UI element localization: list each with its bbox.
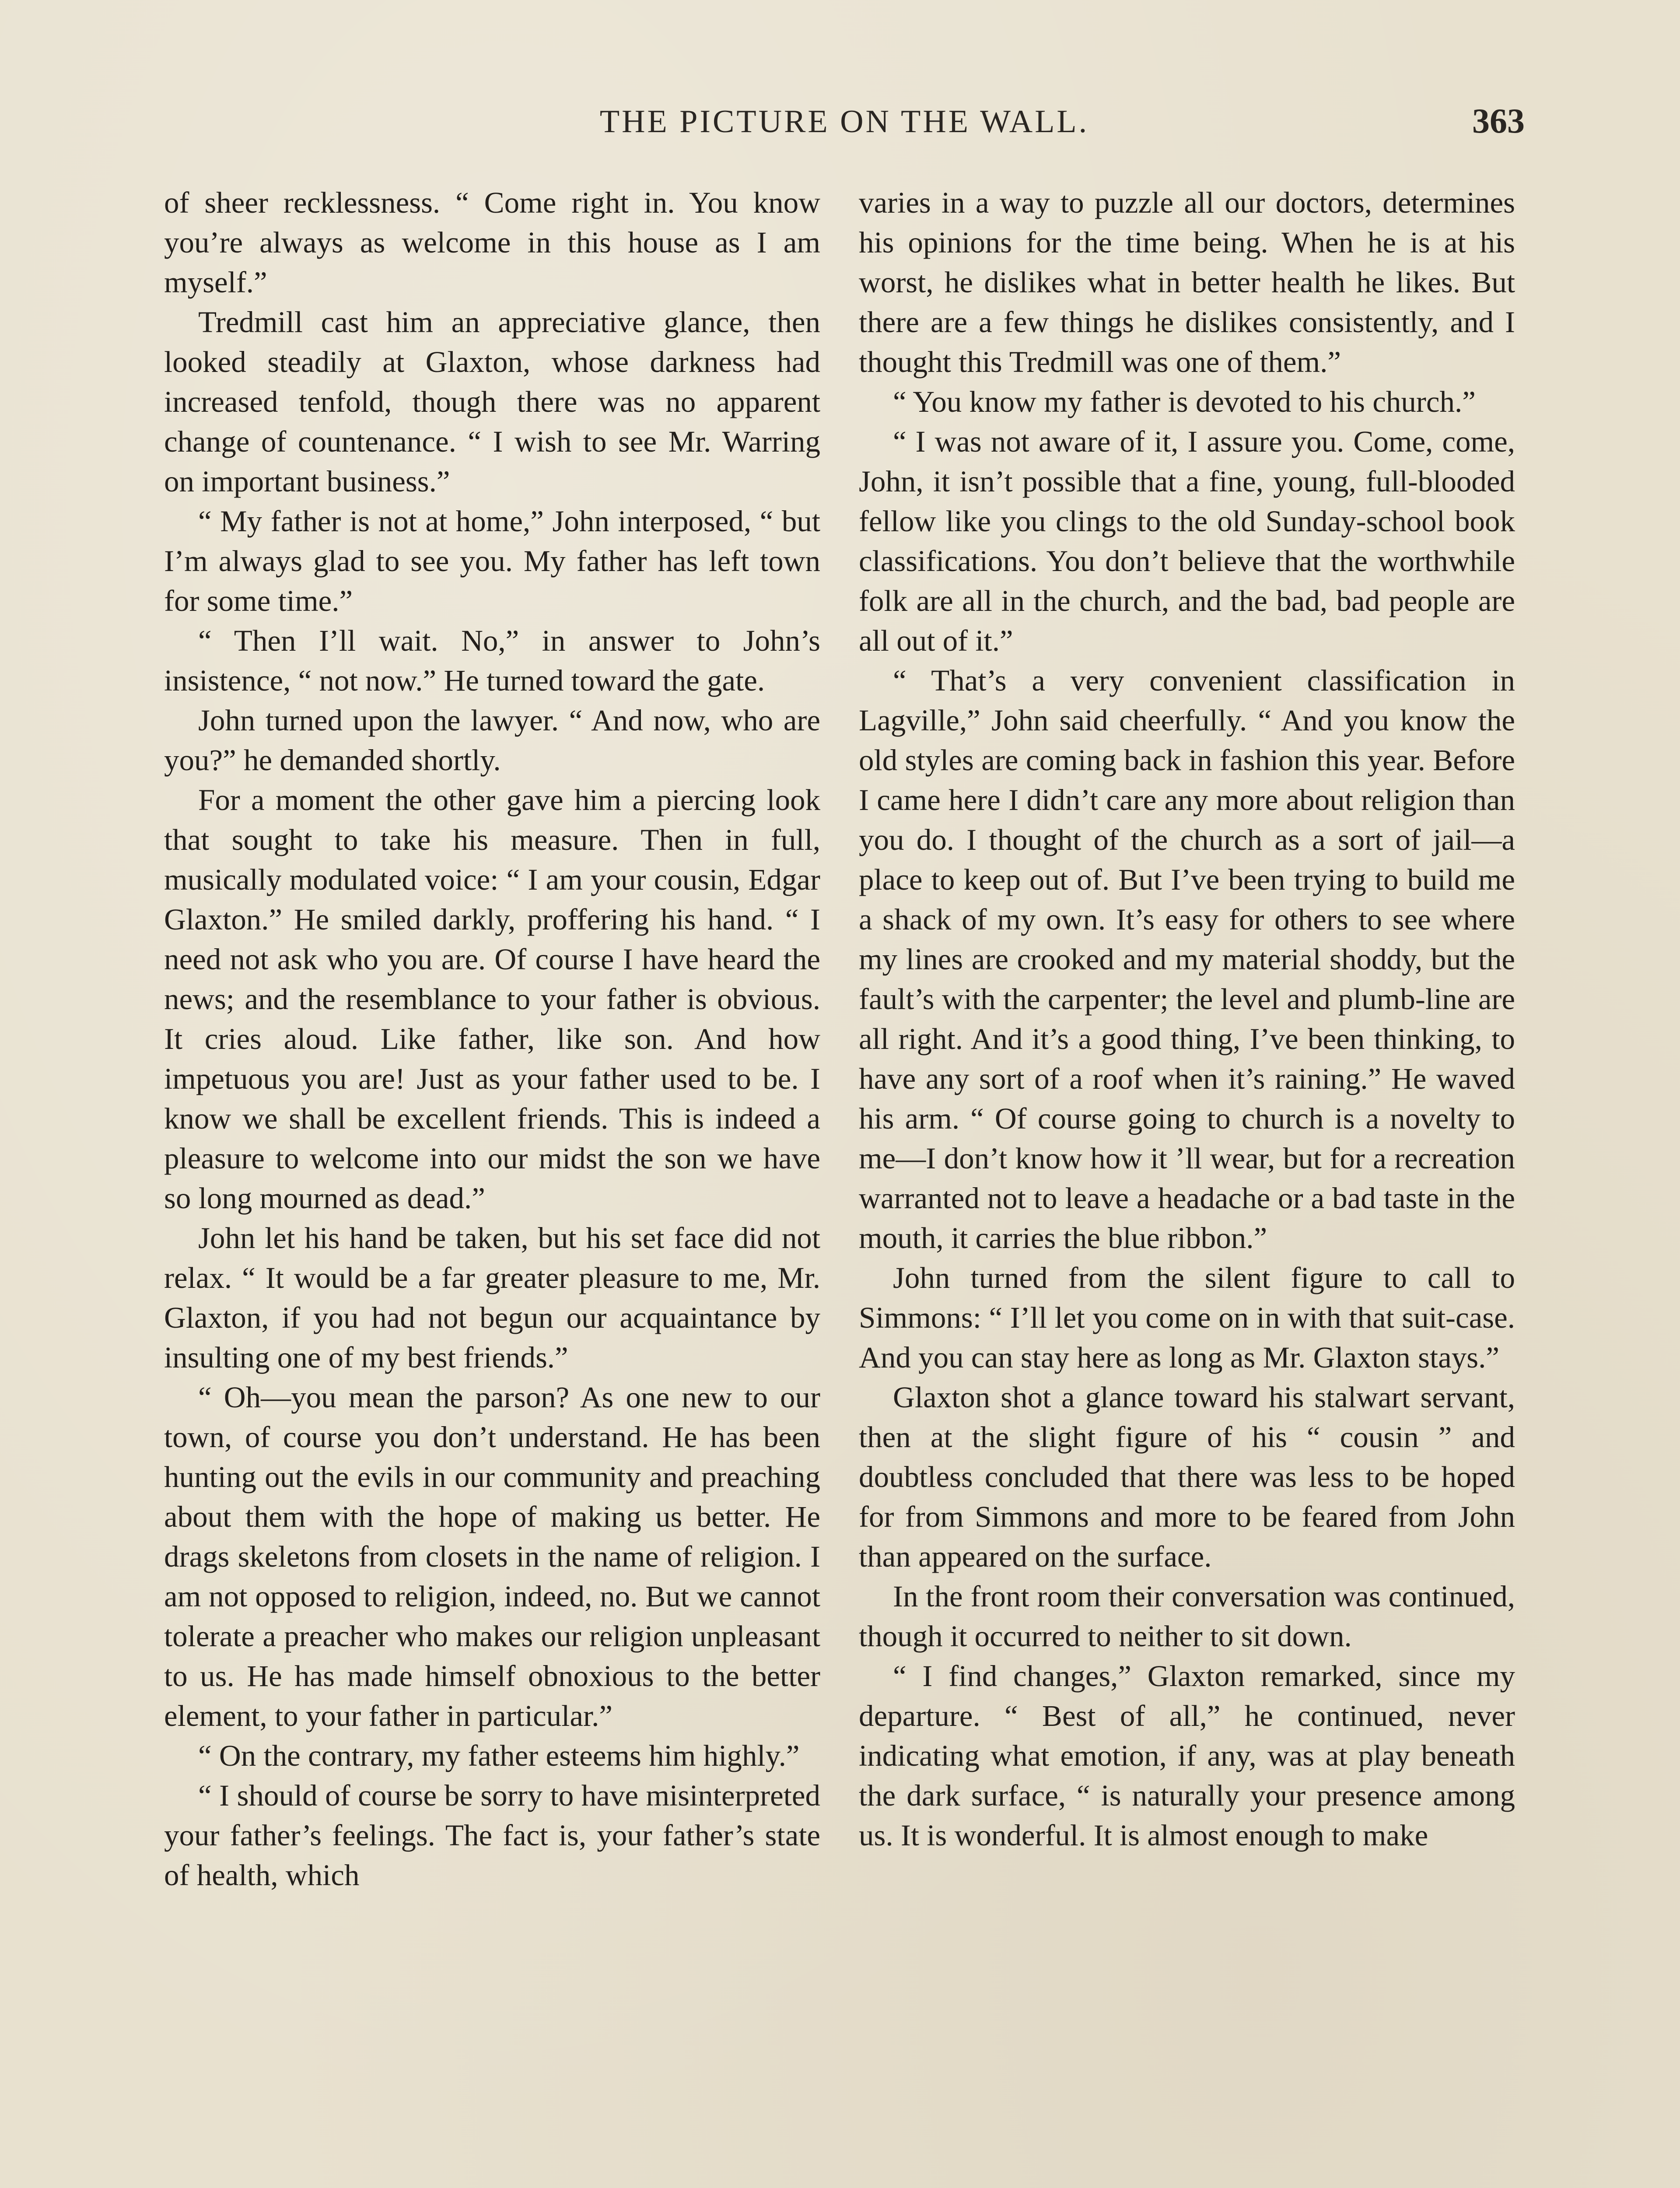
paragraph: “ I should of course be sorry to have misinterpreted your father’s feelings. The fact is, your father’s state of health, which (164, 1779, 820, 1892)
paragraph: In the front room their conversation was continued, though it occurred to neither to sit down. (859, 1580, 1515, 1653)
paragraph: “ My father is not at home,” John interposed, “ but I’m always glad to see you. My father has left town for some time.” (164, 505, 820, 617)
paragraph: “ I was not aware of it, I assure you. Come, come, John, it isn’t possible that a fine, young, full-blooded fellow like you clings to the old Sunday-school book classifications. You don’t believe that the worthwhile folk are all in the church, and the bad, bad people are all out of it.” (859, 425, 1515, 657)
paragraph: For a moment the other gave him a piercing look that sought to take his measure. Then in full, musically modulated voice: “ I am your cousin, Edgar Glaxton.” He smiled darkly, proffering his hand. “ I need not ask who you are. Of course I have heard the news; and the resemblance to your father is obvious. It cries aloud. Like father, like son. And how impetuous you are! Just as your father used to be. I know we shall be excellent friends. This is indeed a pleasure to welcome into our midst the son we have so long mourned as dead.” (164, 783, 820, 1215)
right-column (859, 183, 1515, 1855)
page-number: 363 (1472, 102, 1525, 140)
paragraph: of sheer recklessness. “ Come right in. You know you’re always as welcome in this house as I am myself.” (164, 186, 820, 299)
paragraph: John turned from the silent figure to call to Simmons: “ I’ll let you come on in with that suit-case. And you can stay here as long as Mr. Glaxton stays.” (859, 1261, 1515, 1374)
paragraph: Tredmill cast him an appreciative glance, then looked steadily at Glaxton, whose darkness had increased tenfold, though there was no apparent change of countenance. “ I wish to see Mr. Warring on important business.” (164, 305, 820, 498)
paragraph: varies in a way to puzzle all our doctors, determines his opinions for the time being. When he is at his worst, he dislikes what in better health he likes. But there are a few things he dislikes consistently, and I thought this Tredmill was one of them.” (859, 186, 1515, 379)
paragraph: Glaxton shot a glance toward his stalwart servant, then at the slight figure of his “ cousin ” and doubtless concluded that there was less to be hoped for from Simmons and more to be feared from John than appeared on the surface. (859, 1381, 1515, 1573)
paragraph: John let his hand be taken, but his set face did not relax. “ It would be a far greater pleasure to me, Mr. Glaxton, if you had not begun our acquaintance by insulting one of my best friends.” (164, 1221, 820, 1374)
running-title: THE PICTURE ON THE WALL. (599, 104, 1089, 140)
paragraph: John turned upon the lawyer. “ And now, who are you?” he demanded shortly. (164, 704, 820, 777)
paragraph: “ Oh—you mean the parson? As one new to our town, of course you don’t understand. He has been hunting out the evils in our community and preaching about them with the hope of making us better. He drags skeletons from closets in the name of religion. I am not opposed to religion, indeed, no. But we cannot tolerate a preacher who makes our religion unpleasant to us. He has made himself obnoxious to the better element, to your father in particular.” (164, 1381, 820, 1732)
paragraph: “ That’s a very convenient classification in Lagville,” John said cheerfully. “ And you know the old styles are coming back in fashion this year. Before I came here I didn’t care any more about religion than you do. I thought of the church as a sort of jail—a place to keep out of. But I’ve been trying to build me a shack of my own. It’s easy for others to see where my lines are crooked and my material shoddy, but the fault’s with the carpenter; the level and plumb-line are all right. And it’s a good thing, I’ve been thinking, to have any sort of a roof when it’s raining.” He waved his arm. “ Of course going to church is a novelty to me—I don’t know how it ’ll wear, but for a recreation warranted not to leave a headache or a bad taste in the mouth, it carries the blue ribbon.” (859, 664, 1515, 1255)
paragraph: “ I find changes,” Glaxton remarked, since my departure. “ Best of all,” he continued, never indicating what emotion, if any, was at play beneath the dark surface, “ is naturally your presence among us. It is wonderful. It is almost enough to make (859, 1659, 1515, 1852)
paragraph: “ On the contrary, my father esteems him highly.” (198, 1739, 800, 1772)
page-header (164, 100, 1525, 148)
paragraph: “ You know my father is devoted to his church.” (893, 385, 1476, 418)
paragraph: “ Then I’ll wait. No,” in answer to John’s insistence, “ not now.” He turned toward the gate. (164, 624, 820, 697)
left-column (164, 183, 820, 1895)
